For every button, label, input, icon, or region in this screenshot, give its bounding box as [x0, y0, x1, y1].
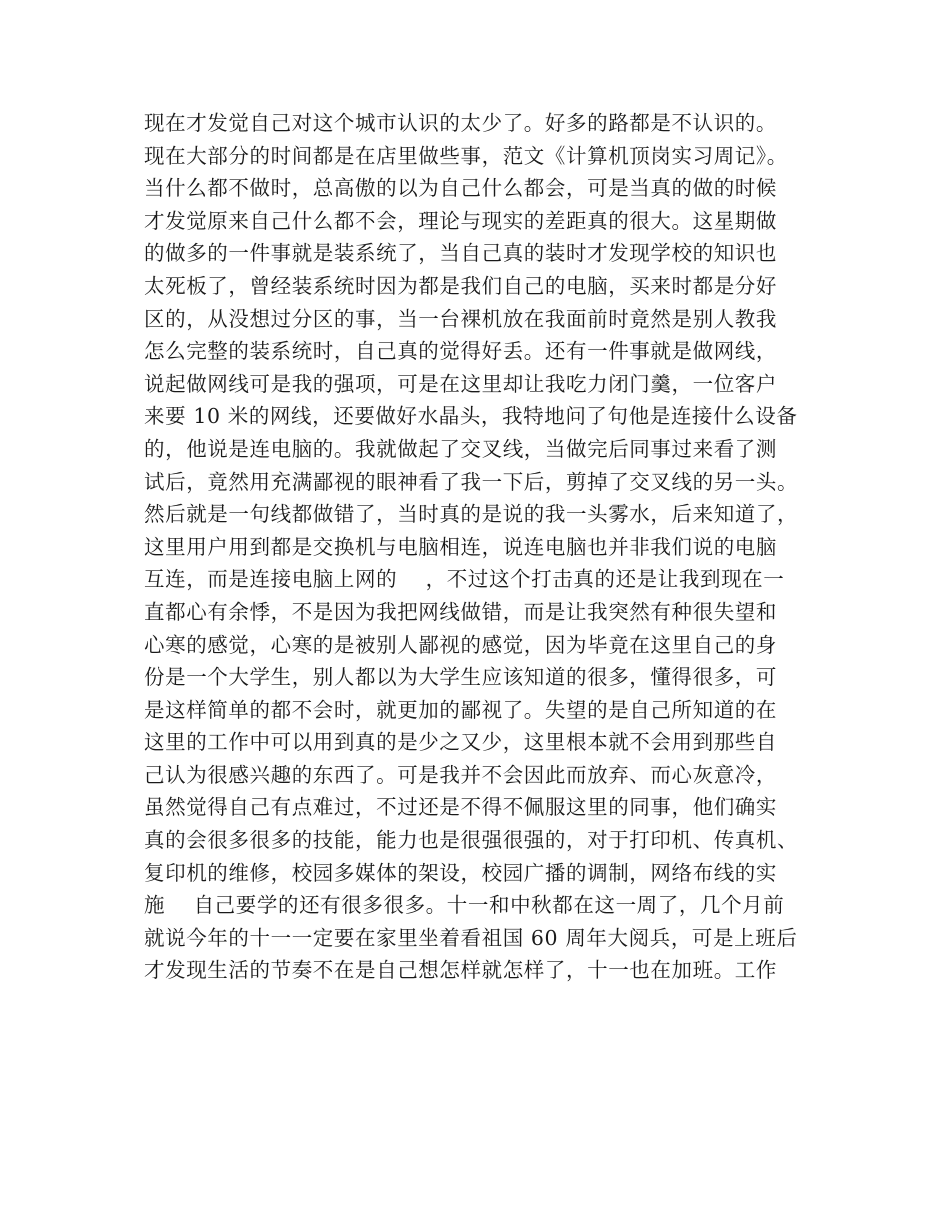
- text-line: 的，他说是连电脑的。我就做起了交叉线，当做完后同事过来看了测: [144, 436, 777, 461]
- text-line: 心寒的感觉，心寒的是被别人鄙视的感觉，因为毕竟在这里自己的身: [144, 632, 777, 657]
- text-line: 怎么完整的装系统时，自己真的觉得好丢。还有一件事就是做网线，: [144, 339, 777, 364]
- text-line: 现在大部分的时间都是在店里做些事，范文《计算机顶岗实习周记》。: [144, 143, 788, 168]
- text-line: 才发现生活的节奏不在是自己想怎样就怎样了，十一也在加班。工作: [144, 958, 777, 983]
- text-line: 说起做网线可是我的强项，可是在这里却让我吃力闭门羹，一位客户: [144, 371, 777, 396]
- body-text: [144, 107, 814, 987]
- text-line: 份是一个大学生，别人都以为大学生应该知道的很多，懂得很多，可: [144, 665, 777, 690]
- text-line: 施 自己要学的还有很多很多。十一和中秋都在这一周了，几个月前: [144, 893, 785, 918]
- text-line: 区的，从没想过分区的事，当一台裸机放在我面前时竟然是别人教我: [144, 306, 777, 331]
- text-line: 然后就是一句线都做错了，当时真的是说的我一头雾水，后来知道了，: [144, 502, 799, 527]
- text-line: 就说今年的十一一定要在家里坐着看祖国 60 周年大阅兵，可是上班后: [144, 925, 798, 950]
- text-line: 己认为很感兴趣的东西了。可是我并不会因此而放弃、而心灰意冷，: [144, 762, 777, 787]
- text-line: 直都心有余悸，不是因为我把网线做错，而是让我突然有种很失望和: [144, 599, 777, 624]
- text-line: 来要 10 米的网线，还要做好水晶头，我特地问了句他是连接什么设备: [144, 404, 798, 429]
- text-line: 这里用户用到都是交换机与电脑相连，说连电脑也并非我们说的电脑: [144, 534, 777, 559]
- text-line: 虽然觉得自己有点难过，不过还是不得不佩服这里的同事，他们确实: [144, 795, 777, 820]
- text-line: 是这样简单的都不会时，就更加的鄙视了。失望的是自己所知道的在: [144, 697, 777, 722]
- text-line: 太死板了，曾经装系统时因为都是我们自己的电脑，买来时都是分好: [144, 273, 777, 298]
- text-line: 试后，竟然用充满鄙视的眼神看了我一下后，剪掉了交叉线的另一头。: [144, 469, 799, 494]
- text-line: 的做多的一件事就是装系统了，当自己真的装时才发现学校的知识也: [144, 241, 777, 266]
- text-line: 真的会很多很多的技能，能力也是很强很强的，对于打印机、传真机、: [144, 828, 799, 853]
- text-line: 才发觉原来自己什么都不会，理论与现实的差距真的很大。这星期做: [144, 208, 777, 233]
- text-line: 现在才发觉自己对这个城市认识的太少了。好多的路都是不认识的。: [144, 111, 777, 135]
- text-line: 互连，而是连接电脑上网的 ，不过这个打击真的还是让我到现在一: [144, 567, 785, 592]
- text-line: 这里的工作中可以用到真的是少之又少，这里根本就不会用到那些自: [144, 730, 777, 755]
- text-line: 复印机的维修，校园多媒体的架设，校园广播的调制，网络布线的实: [144, 860, 777, 885]
- text-line: 当什么都不做时，总高傲的以为自己什么都会，可是当真的做的时候: [144, 176, 777, 201]
